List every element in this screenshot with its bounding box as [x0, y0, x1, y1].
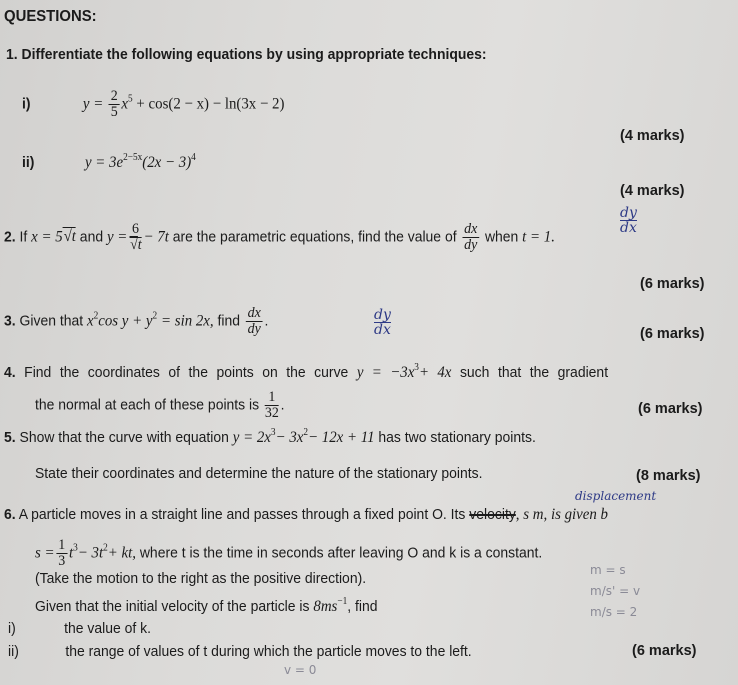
pencil-note: m/s = 2 [590, 605, 638, 619]
q1-i-marks: (4 marks) [620, 128, 685, 144]
question-6-take: (Take the motion to the right as the positive direction). [35, 570, 367, 587]
q6-part-ii: ii) the range of values of t during which the particle moves to the left. [8, 643, 472, 660]
question-1: 1. Differentiate the following equations by using appropriate techniques: [6, 46, 487, 63]
pencil-note: m/s' = v [590, 584, 641, 598]
question-6-given: Given that the initial velocity of the particle is $8ms^{-1}$, find [35, 596, 378, 615]
q3-marks: (6 marks) [640, 326, 705, 342]
pencil-note: v = 0 [284, 663, 317, 677]
question-5: 5. Show that the curve with equation $y = 2x^3- 3x^2- 12x + 11$ has two stationary points. [4, 427, 536, 446]
q2-marks: (6 marks) [640, 276, 705, 292]
handwritten-displacement: displacement [575, 489, 657, 503]
question-3: 3. Given that $x^2\cos$ $y + y^2 = \sin 2x$, find $\frac{dx}{dy}$ . [4, 305, 269, 337]
q5-marks: (8 marks) [636, 468, 701, 484]
q6-part-i: i) the value of k. [8, 620, 151, 637]
q1-ii-marks: (4 marks) [620, 183, 685, 199]
q6-marks: (6 marks) [632, 643, 697, 659]
question-6-equation: s = $\frac{1}{3}$ $t^3- 3t^2+$ kt, where t is the time in seconds after leaving O and k is a constant. [35, 537, 543, 569]
handwritten-dy-dx: dy dx [620, 205, 637, 236]
question-2: 2. If x = 5√t and y = $\frac{6}{√t}$ − 7t are the parametric equations, find the value of $\frac{dx}{dy}$ when t = 1. [4, 221, 555, 253]
question-5-line-2: State their coordinates and determine the nature of the stationary points. [35, 465, 483, 482]
question-6: 6. A particle moves in a straight line and passes through a fixed point O. Its velocity, s m, is given b [4, 506, 608, 523]
question-4-line-2: the normal at each of these points is $\frac{1}{32}$ . [35, 389, 285, 421]
q4-marks: (6 marks) [638, 401, 703, 417]
fraction: $\frac{2}{5}$ [110, 88, 118, 120]
heading: QUESTIONS: [4, 8, 97, 25]
handwritten-dy-dx: dy dx [374, 307, 391, 338]
q1-part-ii: ii) $y = 3e^{2-5x}(2x - 3)^4$ [22, 152, 196, 171]
question-4: 4. Find the coordinates of the points on the curve $y = -3x^3+ 4x$ such that the gradient [4, 362, 609, 381]
q1-part-i: i) y = $\frac{2}{5}$ $x^5 + \cos(2 - x) - \ln(3x - 2)$ [22, 88, 285, 120]
pencil-note: m = s [590, 563, 626, 577]
